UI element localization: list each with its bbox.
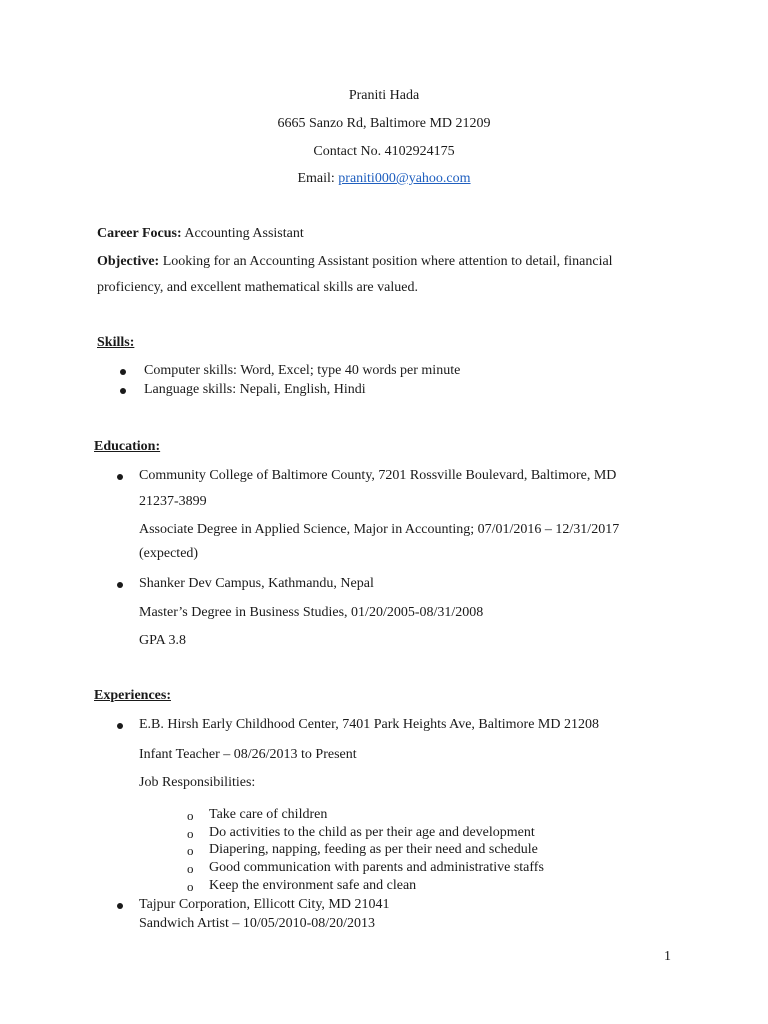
experiences-heading: Experiences: (94, 688, 171, 703)
education-school: Shanker Dev Campus, Kathmandu, Nepal (139, 576, 374, 591)
bullet-dot (120, 369, 126, 375)
responsibility-item: Do activities to the child as per their age and development (209, 825, 535, 840)
contact-line: Contact No. 4102924175 (313, 144, 455, 159)
bullet-dot (117, 474, 123, 480)
objective-label: Objective: (97, 254, 160, 269)
bullet-dot (117, 582, 123, 588)
education-degree: Master’s Degree in Business Studies, 01/20/2005-08/31/2008 (139, 605, 484, 620)
page-number: 1 (664, 949, 671, 964)
job-place: E.B. Hirsh Early Childhood Center, 7401 Park Heights Ave, Baltimore MD 21208 (139, 717, 599, 732)
sub-bullet: o (187, 826, 194, 841)
responsibility-item: Keep the environment safe and clean (209, 878, 417, 893)
career-focus-value: Accounting Assistant (181, 226, 304, 241)
job-title: Infant Teacher – 08/26/2013 to Present (139, 747, 357, 762)
education-heading: Education: (94, 439, 161, 454)
job-place: Tajpur Corporation, Ellicott City, MD 21041 (139, 897, 390, 912)
education-school-zip: 21237-3899 (139, 494, 207, 509)
bullet-dot (120, 388, 126, 394)
skill-item: Computer skills: Word, Excel; type 40 words per minute (144, 363, 461, 378)
email-line (0, 171, 768, 187)
skills-heading: Skills: (97, 335, 135, 350)
education-degree-note: (expected) (139, 546, 199, 561)
career-focus-label: Career Focus: (97, 226, 182, 241)
skill-item: Language skills: Nepali, English, Hindi (144, 382, 366, 397)
responsibility-item: Take care of children (209, 807, 328, 822)
address-line: 6665 Sanzo Rd, Baltimore MD 21209 (277, 116, 491, 131)
email-link[interactable]: praniti000@yahoo.com (338, 171, 471, 186)
job-responsibilities-label: Job Responsibilities: (139, 775, 256, 790)
bullet-dot (117, 903, 123, 909)
objective-text-1: Looking for an Accounting Assistant position where attention to detail, financial (159, 254, 613, 269)
objective-line-2: proficiency, and excellent mathematical skills are valued. (97, 280, 418, 295)
education-degree: Associate Degree in Applied Science, Major in Accounting; 07/01/2016 – 12/31/2017 (139, 522, 620, 537)
resume-name: Praniti Hada (348, 88, 420, 103)
responsibility-item: Diapering, napping, feeding as per their need and schedule (209, 842, 538, 857)
education-school: Community College of Baltimore County, 7201 Rossville Boulevard, Baltimore, MD (139, 468, 617, 483)
email-label: Email: (297, 171, 339, 186)
sub-bullet: o (187, 843, 194, 858)
bullet-dot (117, 723, 123, 729)
sub-bullet: o (187, 879, 194, 894)
job-title: Sandwich Artist – 10/05/2010-08/20/2013 (139, 916, 376, 931)
career-focus (97, 226, 304, 242)
sub-bullet: o (187, 861, 194, 876)
responsibility-item: Good communication with parents and administrative staffs (209, 860, 544, 875)
objective-line-1 (97, 254, 613, 270)
sub-bullet: o (187, 808, 194, 823)
education-gpa: GPA 3.8 (139, 633, 186, 648)
